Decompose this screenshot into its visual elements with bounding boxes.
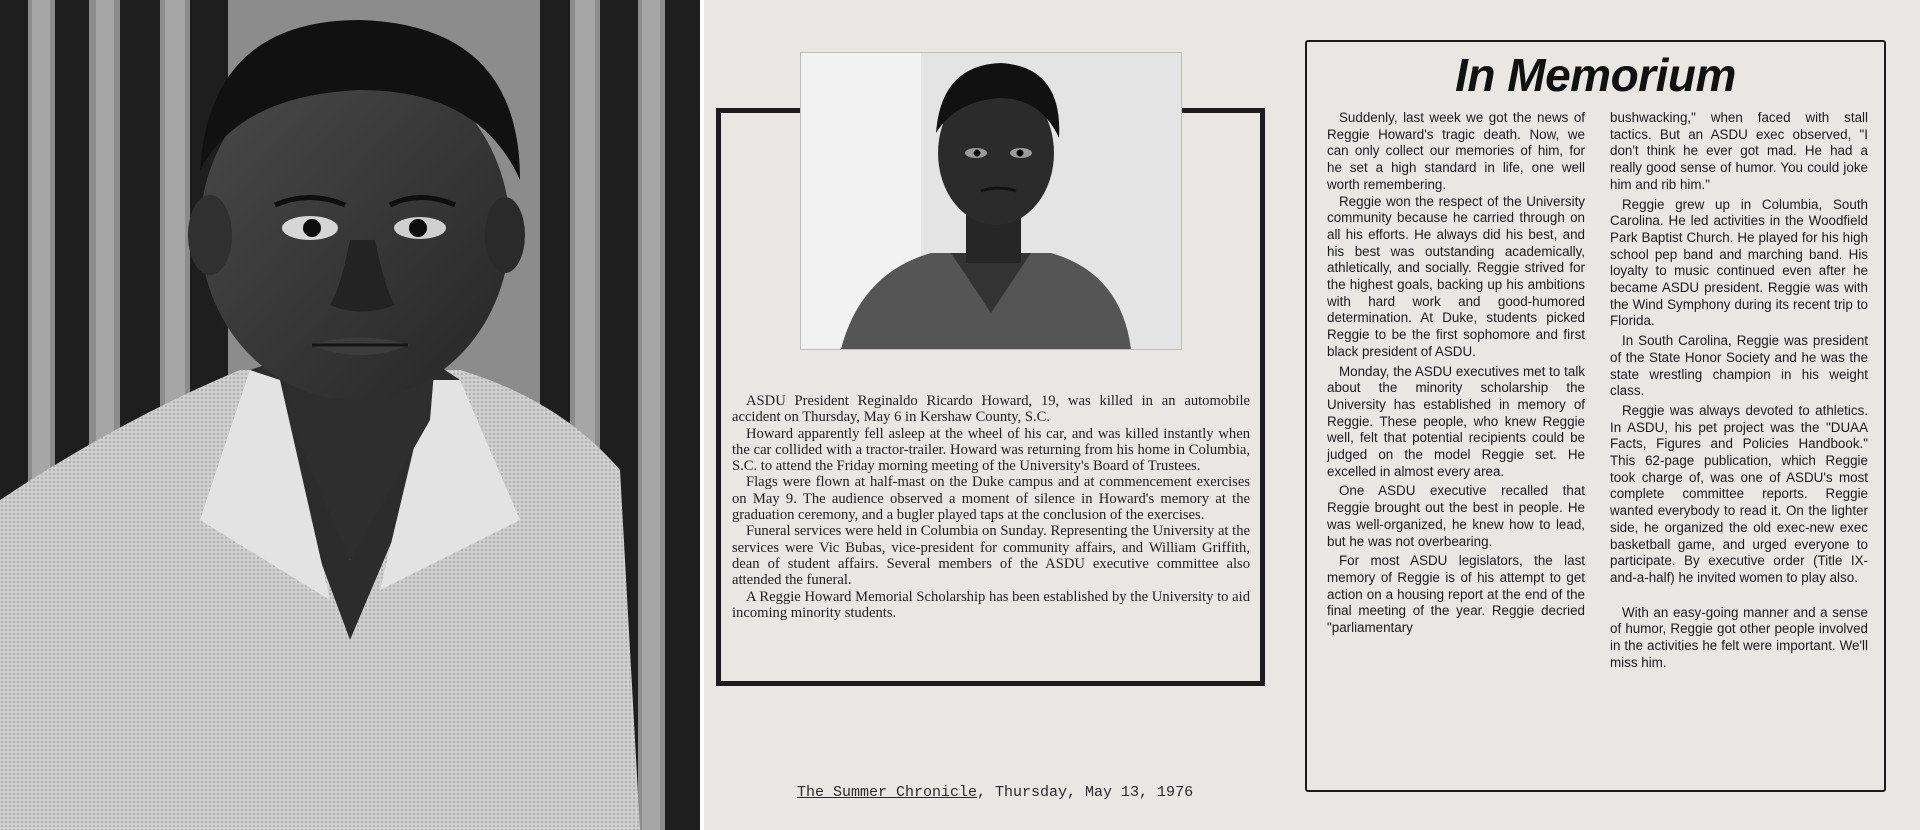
memorium-paragraph: One ASDU executive recalled that Reggie brought out the best in people. He was well-organized, he knew how to lead, but he was not overbearing.: [1327, 483, 1585, 549]
memorium-paragraph: bushwacking," when faced with stall tactics. But an ASDU exec observed, "I don't think he ever got mad. He had a really good sense of humor. You could joke him and rib him.": [1610, 110, 1868, 192]
memorium-paragraph: Reggie was always devoted to athletics. In ASDU, his pet project was the "DUAA Facts, Figures and Policies Handbook." This 62-page publication, which Reggie took charge of, was one of ASDU's most complete committee reports. Reggie wanted everybody to read it. On the lighter side, he organized the old exec-new exec basketball game, and urged everyone to participate. By executive order (Title IX-and-a-half) he invited women to play also.: [1610, 402, 1868, 585]
memorium-paragraph: For most ASDU legislators, the last memory of Reggie is of his attempt to get action on a housing report at the end of the final meeting of the year. Reggie decried "parliamentary: [1327, 553, 1585, 636]
newspaper-name: The Summer Chronicle: [797, 784, 978, 801]
article-paragraph: Howard apparently fell asleep at the wheel of his car, and was killed instantly when the car collided with a tractor-trailer. Howard was returning from his home in Columbia, S.C. to attend the Friday morning meeting of the University's Board of Trustees.: [732, 425, 1250, 475]
memorium-paragraph: Suddenly, last week we got the news of Reggie Howard's tragic death. Now, we can only collect our memories of him, for he set a high standard in life, one well worth remembering.: [1327, 110, 1585, 192]
memorium-paragraph: Monday, the ASDU executives met to talk about the minority scholarship the University has established in memory of Reggie. These people, who knew Reggie well, felt that potential recipients could be judged on the model Reggie set. He excelled in almost every area.: [1327, 363, 1585, 479]
newspaper-dateline: [797, 784, 1193, 801]
memorium-paragraph: Reggie won the respect of the University community because he carried through on all his efforts. He always did his best, and his best was outstanding academically, athletically, and socially. Reggie strived for the highest goals, backing up his ambitions with hard work and good-humored determination. At Duke, students picked Reggie to be the first sophomore and first black president of ASDU.: [1327, 193, 1585, 359]
article-paragraph: Flags were flown at half-mast on the Duke campus and at commencement exercises on May 9. The audience observed a moment of silence in Howard's memory at the graduation ceremony, and a bugler played taps at the conclusion of the exercises.: [732, 474, 1250, 524]
article-photo: [800, 52, 1182, 350]
memorium-paragraph: Reggie grew up in Columbia, South Carolina. He led activities in the Woodfield Park Baptist Church. He played for his high school pep band and marching band. His loyalty to music continued even after he became ASDU president. Reggie was with the Wind Symphony during its recent trip to Florida.: [1610, 196, 1868, 329]
portrait-illustration: [0, 0, 700, 830]
memorium-title: In Memorium: [1455, 49, 1736, 101]
article-paragraph: ASDU President Reginaldo Ricardo Howard, 19, was killed in an automobile accident on Thursday, May 6 in Kershaw County, S.C.: [732, 393, 1250, 426]
memorium-paragraph: With an easy-going manner and a sense of humor, Reggie got other people involved in the activities he felt were important. We'll miss him.: [1610, 604, 1868, 670]
article-paragraph: A Reggie Howard Memorial Scholarship has been established by the University to aid incoming minority students.: [732, 588, 1250, 621]
news-article-body: [732, 393, 1250, 621]
memorium-column-1: [1327, 110, 1585, 637]
article-paragraph: Funeral services were held in Columbia on Sunday. Representing the University at the services were Vic Bubas, vice-president for community affairs, and William Griffith, dean of student affairs. Several members of the ASDU executive committee also attended the funeral.: [732, 523, 1250, 589]
memorium-paragraph: In South Carolina, Reggie was president of the State Honor Society and he was the state wrestling champion in his weight class.: [1610, 333, 1868, 399]
article-photo-illustration: [801, 53, 1181, 349]
portrait-photo: [0, 0, 700, 830]
newspaper-date: , Thursday, May 13, 1976: [977, 784, 1194, 801]
memorium-column-2: [1610, 110, 1868, 672]
